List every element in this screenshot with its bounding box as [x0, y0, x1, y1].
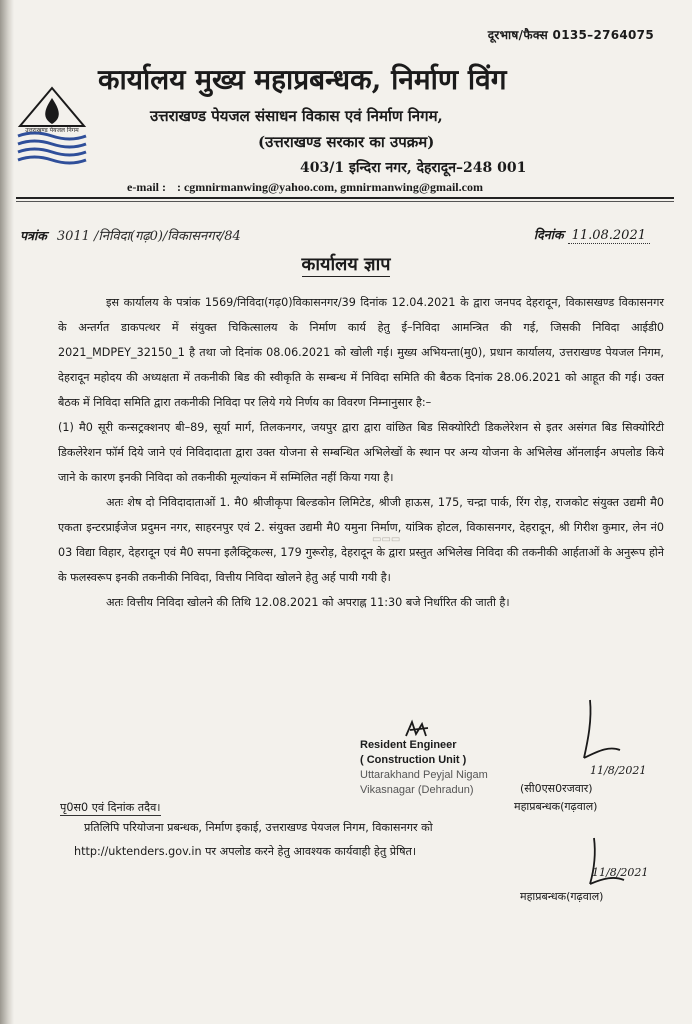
date-block — [534, 226, 650, 243]
email-address-2[interactable]: gmnirmanwing@gmail.com — [340, 180, 483, 194]
body-paragraph-1: इस कार्यालय के पत्रांक 1569/निविदा(गढ़0)विकासनगर/39 दिनांक 12.04.2021 के द्वारा जनपद देहरादून, विकासखण्ड विकासनगर के अन्तर्गत डाकपत्थर में संयुक्त चिकित्सालय के निर्माण कार्य हेतु ई–निविदा आमन्त्रित की गई, जिसकी निविदा आईडी0 2021_MDPEY_32150_1 है तथा जो दिनांक 08.06.2021 को खोली गई। मुख्य अभियन्ता(मु0), प्रधान कार्यालय, उत्तराखण्ड पेयजल निगम, देहरादून महोदय की अध्यक्षता में तकनीकी बिड की स्वीकृति के सम्बन्ध में निविदा समिति की बैठक दिनांक 28.06.2021 को आहूत की गई। उक्त बैठक में निविदा समिति द्वारा तकनीकी निविदा पर लिये गये निर्णय का विवरण निम्नानुसार है:– — [58, 296, 664, 409]
date-label: दिनांक — [533, 227, 564, 242]
bottom-sign-date: 11/8/2021 — [592, 866, 649, 879]
bottom-signature-block — [520, 866, 649, 904]
bottom-post: महाप्रबन्धक(गढ़वाल) — [520, 890, 604, 903]
copy-text-line-2[interactable]: http://uktenders.gov.in पर अपलोड करने हेतु आवश्यक कार्यवाही हेतु प्रेषित। — [74, 845, 417, 858]
date-value: 11.08.2021 — [568, 228, 650, 244]
header-divider-thin — [16, 201, 674, 202]
government-undertaking: (उत्तराखण्ड सरकार का उपक्रम) — [258, 133, 435, 151]
header-divider — [16, 197, 674, 199]
faint-stamp-mark: ▭▭▭ — [372, 534, 401, 545]
paper-edge-shadow — [0, 0, 14, 1024]
gm-sign-date: 11/8/2021 — [590, 764, 647, 777]
memo-title — [0, 252, 692, 276]
reference-row — [20, 226, 660, 244]
phone-fax: दूरभाष/फैक्स 0135–2764075 — [487, 28, 654, 42]
email-label: e-mail : — [127, 180, 166, 194]
gm-name: (सी0एस0रजवार) — [520, 782, 593, 795]
nigam-logo-icon — [14, 74, 90, 170]
gm-signature — [560, 700, 670, 770]
bottom-signature — [560, 836, 670, 890]
stamp-initial-signature — [402, 718, 442, 742]
copy-text-line-1: प्रतिलिपि परियोजना प्रबन्धक, निर्माण इकाई, उत्तराखण्ड पेयजल निगम, विकासनगर को — [84, 821, 433, 834]
office-title: कार्यालय मुख्य महाप्रबन्धक, निर्माण विंग — [98, 63, 507, 96]
stamp-designation: Resident Engineer — [360, 739, 457, 751]
logo-text: उत्तराखण्ड पेयजल निगम — [25, 127, 79, 134]
body-paragraph-4: अतः वित्तीय निविदा खोलने की तिथि 12.08.2021 को अपराह्न 11:30 बजे निर्धारित की जाती है। — [106, 596, 510, 609]
reference-label: पत्रांक — [20, 228, 47, 243]
resident-engineer-stamp — [360, 738, 510, 798]
gm-signature-block — [514, 762, 660, 816]
stamp-unit: ( Construction Unit ) — [360, 754, 467, 766]
email-address-1[interactable]: : cgmnirmanwing@yahoo.com, — [176, 180, 338, 194]
copy-reference-heading: पृ0स0 एवं दिनांक तदैव। — [60, 801, 161, 814]
memo-title-text: कार्यालय ज्ञाप — [301, 254, 391, 275]
office-address: 403/1 इन्दिरा नगर, देहरादून–248 001 — [300, 160, 527, 176]
email-line — [127, 180, 483, 195]
memo-body — [58, 290, 664, 615]
body-paragraph-2: (1) मै0 सूरी कन्सट्रक्शनए बी–89, सूर्या मार्ग, तिलकनगर, जयपुर द्वारा द्वारा वांछित बिड सिक्योरिटी डिकलेरेशन से इतर असंगत बिड सिक्योरिटी डिकलेरेशन फॉर्म दिये जाने एवं निविदादाता द्वारा उक्त योजना से सम्बन्धित अभिलेखों के स्थान पर अन्य योजना के अभिलेख ऑनलाईन अपलोड किये जाने के कारण इनकी निविदा को तकनीकी मूल्यांकन में सम्मिलित नहीं किया गया है। — [58, 421, 664, 484]
gm-post: महाप्रबन्धक(गढ़वाल) — [514, 800, 598, 813]
body-paragraph-3: अतः शेष दो निविदादाताओं 1. मै0 श्रीजीकृपा बिल्डकोन लिमिटेड, श्रीजी हाऊस, 175, चन्द्रा पार्क, रिंग रोड़, राजकोट संयुक्त उद्यमी मै0 एकता इन्टरप्राईजेज प्रदुमन नगर, साहरनपुर एवं 2. संयुक्त उद्यमी मै0 यमुना निर्माण, यांत्रिक होटल, विकासनगर, देहरादून, श्री गिरीश कुमार, लेन नं0 03 विद्या विहार, देहरादून एवं मै0 सपना इलैक्ट्रिकल्स, 179 गुरूरोड़, देहरादून के द्वारा प्रस्तुत अभिलेख निविदा की तकनीकी आर्हताओं के अनुरूप होने के फलस्वरूप इनकी तकनीकी निविदा, वित्तीय निविदा खोलने हेतु अर्ह पायी गयी है। — [58, 496, 664, 584]
stamp-organization: Uttarakhand Peyjal Nigam — [360, 769, 488, 781]
organization-name: उत्तराखण्ड पेयजल संसाधन विकास एवं निर्माण निगम, — [150, 107, 443, 125]
stamp-place: Vikasnagar (Dehradun) — [360, 784, 474, 796]
reference-number: 3011 /निविदा(गढ़0)/विकासनगर/84 — [56, 229, 241, 244]
